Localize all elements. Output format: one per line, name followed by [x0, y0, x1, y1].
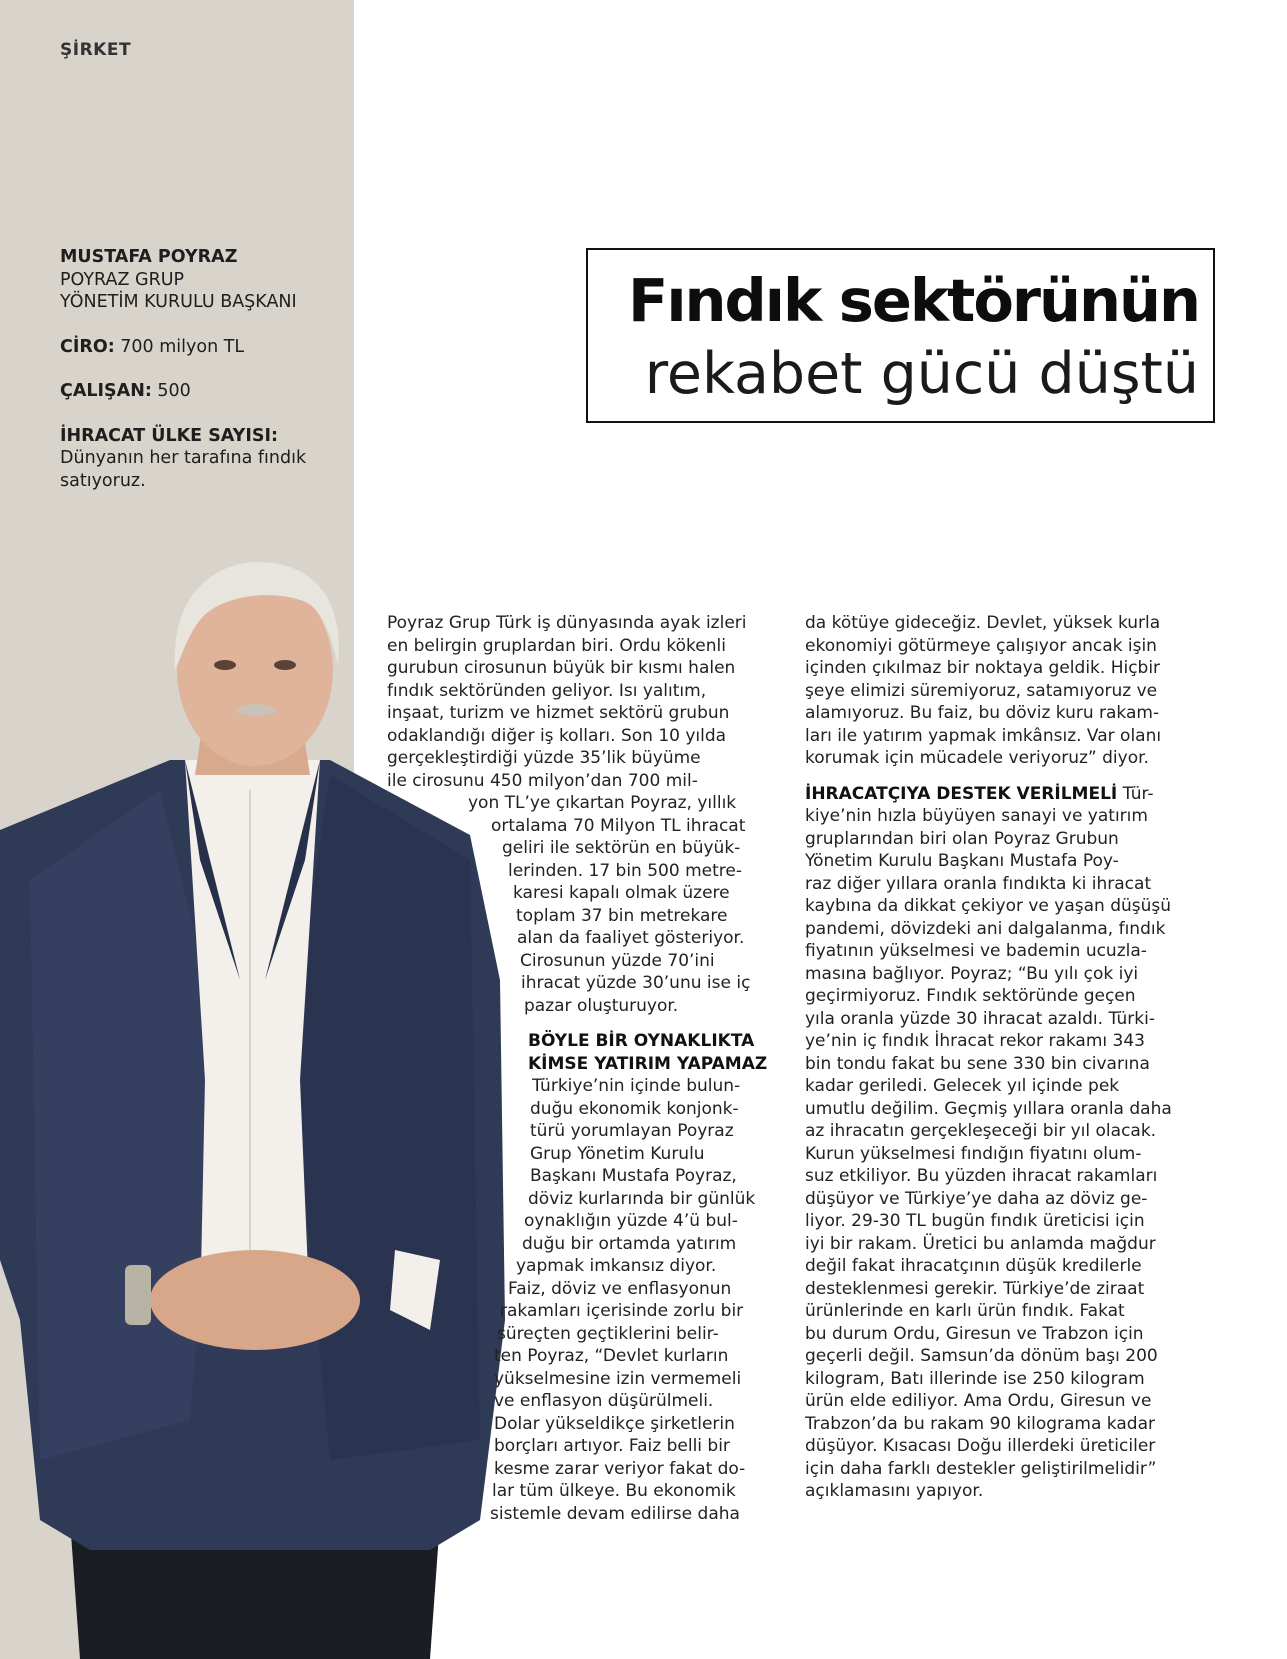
profile-ihracat-label: İHRACAT ÜLKE SAYISI: [60, 425, 278, 446]
article-line: ten Poyraz, “Devlet kurların [494, 1346, 729, 1366]
article-line: lar tüm ülkeye. Bu ekonomik [492, 1481, 736, 1501]
article-line: rakamları içerisinde zorlu bir [500, 1301, 744, 1321]
article-line: ve enflasyon düşürülmeli. [494, 1391, 714, 1411]
profile-ihracat-line1: Dünyanın her tarafına fındık [60, 448, 307, 468]
article-text: Tür- [1117, 783, 1154, 804]
article-line: yapmak imkansız diyor. [516, 1256, 717, 1276]
subheading-inline: İHRACATÇIYA DESTEK VERİLMELİ [805, 783, 1118, 804]
article-line: ye’nin iç fındık İhracat rekor rakamı 343 [805, 1031, 1145, 1051]
article-line: ortalama 70 Milyon TL ihracat [491, 815, 746, 836]
article-line: Faiz, döviz ve enflasyonun [508, 1278, 732, 1299]
article-line: ları ile yatırım yapmak imkânsız. Var olanı [805, 725, 1162, 746]
subheading-line: BÖYLE BİR OYNAKLIKTA [528, 1031, 755, 1051]
article-line: alan da faaliyet gösteriyor. [517, 928, 745, 948]
article-line: inşaat, turizm ve hizmet sektörü grubun [387, 703, 730, 723]
article-line: şeye elimizi süremiyoruz, satamıyoruz ve [805, 680, 1158, 701]
article-line: gerçekleştirdiği yüzde 35’lik büyüme [387, 748, 701, 768]
article-line: kiye’nin hızla büyüyen sanayi ve yatırım [805, 806, 1148, 826]
subheading-line: KİMSE YATIRIM YAPAMAZ [528, 1053, 768, 1074]
article-line: açıklamasını yapıyor. [805, 1481, 984, 1501]
article-line: sistemle devam edilirse daha [490, 1503, 740, 1524]
article-line: duğu ekonomik konjonk- [530, 1098, 739, 1119]
article-line: fiyatının yükselmesi ve bademin ucuzla- [805, 941, 1147, 961]
section-label: ŞİRKET [60, 40, 132, 60]
profile-ihracat-line2: satıyoruz. [60, 470, 146, 491]
article-line: masına bağlıyor. Poyraz; “Bu yılı çok iyi [805, 963, 1139, 984]
profile-name: MUSTAFA POYRAZ [60, 247, 238, 267]
article-line: geçerli değil. Samsun’da dönüm başı 200 [805, 1346, 1158, 1366]
article-line: gruplarından biri olan Poyraz Grubun [805, 828, 1119, 849]
article-line: düşüyor. Kısacası Doğu illerdeki üreticiler [805, 1436, 1156, 1456]
article-line: toplam 37 bin metrekare [516, 905, 728, 926]
article-line: Başkanı Mustafa Poyraz, [530, 1166, 737, 1186]
article-line: kadar geriledi. Gelecek yıl içinde pek [805, 1076, 1120, 1096]
article-line: en belirgin gruplardan biri. Ordu kökenli [387, 635, 726, 656]
article-column-1 [0, 612, 780, 1525]
article-line: yon TL’ye çıkartan Poyraz, yıllık [468, 793, 737, 813]
article-line: liyor. 29-30 TL bugün fındık üreticisi için [805, 1211, 1145, 1231]
profile-box [60, 246, 350, 492]
headline-line2: rekabet gücü düştü [644, 341, 1199, 407]
article-line: döviz kurlarında bir günlük [528, 1188, 756, 1209]
article-line: Kurun yükselmesi fındığın fiyatını olum- [805, 1143, 1142, 1164]
article-line: ürün elde ediliyor. Ama Ordu, Giresun ve [805, 1391, 1152, 1411]
article-line: Yönetim Kurulu Başkanı Mustafa Poy- [805, 851, 1119, 871]
article-line: ile cirosunu 450 milyon’dan 700 mil- [387, 770, 698, 791]
article-line: süreçten geçtiklerini belir- [497, 1323, 719, 1344]
article-line: alamıyoruz. Bu faiz, bu döviz kuru rakam- [805, 703, 1160, 723]
profile-role: YÖNETİM KURULU BAŞKANI [60, 292, 297, 312]
article-line: raz diğer yıllara oranla fındıkta ki ihracat [805, 873, 1152, 894]
article-line: korumak için mücadele veriyoruz” diyor. [805, 748, 1149, 768]
article-line: iyi bir rakam. Üretici bu anlamda mağdur [805, 1233, 1156, 1254]
article-line: Dolar yükseldikçe şirketlerin [494, 1413, 735, 1434]
article-line: türü yorumlayan Poyraz [530, 1121, 734, 1141]
article-line: ekonomiyi götürmeye çalışıyor ancak işin [805, 635, 1157, 656]
article-line: ürünlerinde en karlı ürün fındık. Fakat [805, 1301, 1125, 1321]
headline-line1: Fındık sektörünün [628, 266, 1199, 335]
article-line: değil fakat ihracatçının düşük kredilerle [805, 1256, 1142, 1276]
article-line: yıla oranla yüzde 30 ihracat azaldı. Türki- [805, 1008, 1155, 1029]
article-line: Grup Yönetim Kurulu [530, 1143, 705, 1164]
article-line: Poyraz Grup Türk iş dünyasında ayak izleri [387, 613, 747, 633]
article-line: bin tondu fakat bu sene 330 bin civarına [805, 1053, 1150, 1074]
article-line: lerinden. 17 bin 500 metre- [508, 860, 742, 881]
article-line: fındık sektöründen geliyor. Isı yalıtım, [387, 680, 707, 701]
article-line: kesme zarar veriyor fakat do- [494, 1458, 746, 1479]
article-line: bu durum Ordu, Giresun ve Trabzon için [805, 1323, 1144, 1344]
profile-company: POYRAZ GRUP [60, 269, 185, 290]
article-line: yükselmesine izin vermemeli [494, 1368, 742, 1389]
article-line: ihracat yüzde 30’unu ise iç [521, 973, 751, 993]
article-line: Cirosunun yüzde 70’ini [520, 950, 715, 971]
profile-calisan: ÇALIŞAN: 500 [60, 381, 191, 401]
article-line: odaklandığı diğer iş kolları. Son 10 yılda [387, 725, 727, 746]
article-line: pazar oluşturuyor. [524, 995, 679, 1016]
article-line: geçirmiyoruz. Fındık sektöründe geçen [805, 986, 1136, 1006]
article-line: geliri ile sektörün en büyük- [502, 838, 741, 858]
article-line: az ihracatın gerçekleşeceği bir yıl olacak. [805, 1121, 1157, 1141]
article-line: için daha farklı destekler geliştirilmelidir” [805, 1458, 1157, 1479]
profile-ciro: CİRO: 700 milyon TL [60, 336, 245, 357]
article-line: borçları artıyor. Faiz belli bir [494, 1436, 730, 1456]
article-line: da kötüye gideceğiz. Devlet, yüksek kurla [805, 613, 1161, 633]
article-line: kilogram, Batı illerinde ise 250 kilogram [805, 1368, 1145, 1389]
article-line: içinden çıkılmaz bir noktaya geldik. Hiçbir [805, 658, 1161, 678]
article-line: Türkiye’nin içinde bulun- [532, 1076, 741, 1096]
article-line: oynaklığın yüzde 4’ü bul- [524, 1211, 738, 1231]
article-line: pandemi, dövizdeki ani dalgalanma, fındık [805, 918, 1166, 939]
article-line: suz etkiliyor. Bu yüzden ihracat rakamları [805, 1166, 1158, 1186]
article-line [805, 783, 1225, 806]
article-line: desteklenmesi gerekir. Türkiye’de ziraat [805, 1278, 1145, 1299]
article-line: düşüyor ve Türkiye’ye daha az döviz ge- [805, 1188, 1148, 1209]
article-line: Trabzon’da bu rakam 90 kilograma kadar [805, 1413, 1155, 1434]
article-line: umutlu değilim. Geçmiş yıllara oranla daha [805, 1098, 1172, 1119]
article-line: duğu bir ortamda yatırım [522, 1233, 737, 1254]
article-line: gurubun cirosunun büyük bir kısmı halen [387, 658, 736, 678]
headline-box [586, 248, 1215, 423]
article-line: kaybına da dikkat çekiyor ve yaşan düşüşü [805, 896, 1172, 916]
article-line: karesi kapalı olmak üzere [513, 883, 730, 903]
article-column-2 [805, 612, 1225, 1503]
